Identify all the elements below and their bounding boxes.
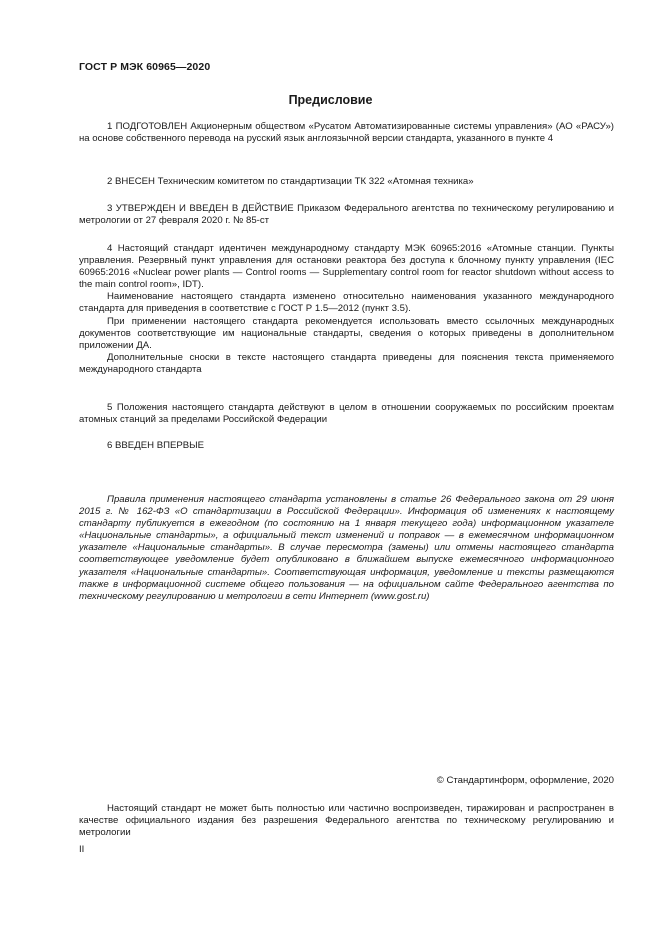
section-4-identity [79, 243, 614, 376]
paragraph: 1 ПОДГОТОВЛЕН Акционерным обществом «Русатом Автоматизированные системы управления» (АО «РАСУ») на основе собственного перевода на русский язык англоязычной версии стандарта, указанного в пункте 4 [79, 121, 614, 145]
paragraph: 2 ВНЕСЕН Техническим комитетом по стандартизации ТК 322 «Атомная техника» [107, 176, 474, 187]
application-rules-notice [79, 494, 614, 603]
reproduction-notice [79, 803, 614, 839]
paragraph: 5 Положения настоящего стандарта действуют в целом в отношении сооружаемых по российским проектам атомных станций за пределами Российской Федерации [79, 402, 614, 426]
section-6-first-introduced [79, 440, 614, 452]
standard-code-header: ГОСТ Р МЭК 60965—2020 [79, 61, 211, 73]
section-3-approved [79, 203, 614, 227]
paragraph: Наименование настоящего стандарта изменено относительно наименования указанного международного стандарта для приведения в соответствие с ГОСТ Р 1.5—2012 (пункт 3.5). [79, 291, 614, 315]
paragraph: 3 УТВЕРЖДЕН И ВВЕДЕН В ДЕЙСТВИЕ Приказом Федерального агентства по техническому регулированию и метрологии от 27 февраля 2020 г. № 85-ст [79, 203, 614, 227]
notice-text: Правила применения настоящего стандарта установлены в статье 26 Федерального закона от 29 июня 2015 г. № 162-ФЗ «О стандартизации в Российской Федерации». Информация об изменениях к настоящему стандарту публикуется в ежегодном (по состоянию на 1 января текущего года) информационном указателе «Национальные стандарты», а официальный текст изменений и поправок — в ежемесячном информационном указателе «Национальные стандарты». В случае пересмотра (замены) или отмены настоящего стандарта соответствующее уведомление будет опубликовано в ближайшем выпуске ежемесячного информационного указателя «Национальные стандарты». Соответствующая информация, уведомление и тексты размещаются также в информационной системе общего пользования — на официальном сайте Федерального агентства по техническому регулированию и метрологии в сети Интернет (www.gost.ru) [79, 494, 614, 602]
section-1-prepared-by [79, 121, 614, 145]
copyright-line: © Стандартинформ, оформление, 2020 [436, 775, 614, 786]
paragraph: 4 Настоящий стандарт идентичен международному стандарту МЭК 60965:2016 «Атомные станции. Пункты управления. Резервный пункт управления для остановки реактора без доступа к блочному пункту управления (IEC 60965:2016 «Nuclear power plants — Control rooms — Supplementary control room for reactor shutdown without access to the main control room», IDT). [79, 243, 614, 291]
paragraph: Дополнительные сноски в тексте настоящего стандарта приведены для пояснения текста применяемого международного стандарта [79, 351, 614, 375]
page-title: Предисловие [288, 93, 373, 107]
page-number: II [79, 844, 85, 855]
section-2-submitted-by [79, 176, 614, 188]
paragraph: 6 ВВЕДЕН ВПЕРВЫЕ [107, 440, 205, 451]
section-5-scope [79, 402, 614, 426]
paragraph: При применении настоящего стандарта рекомендуется использовать вместо ссылочных международных документов соответствующие им национальные стандарты, сведения о которых приведены в дополнительном приложении ДА. [79, 315, 614, 351]
footer-text: Настоящий стандарт не может быть полностью или частично воспроизведен, тиражирован и распространен в качестве официального издания без разрешения Федерального агентства по техническому регулированию и метрологии [79, 803, 614, 839]
